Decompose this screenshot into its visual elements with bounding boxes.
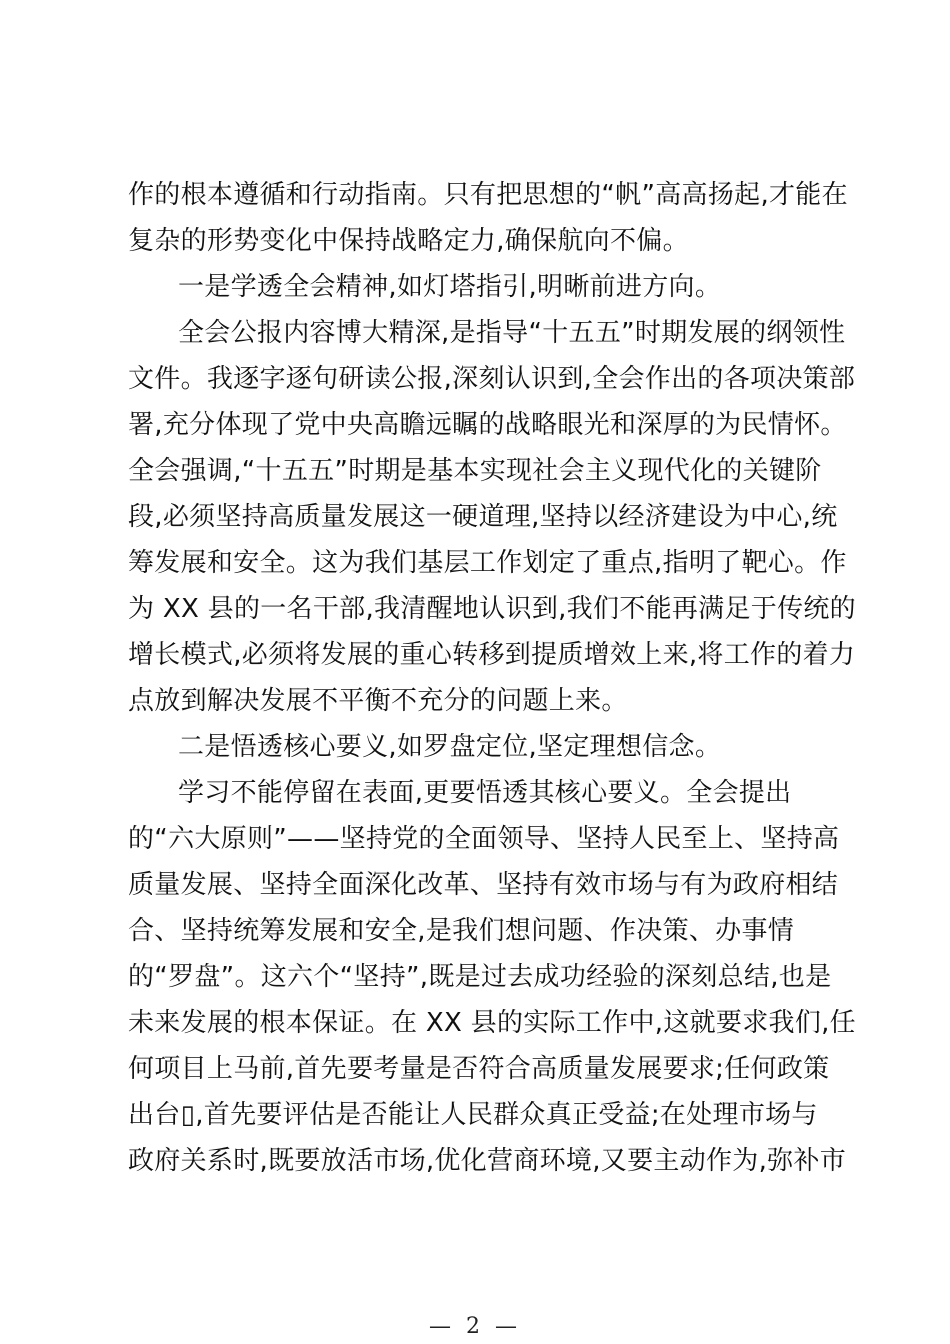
text-line: 段,必须坚持高质量发展这一硬道理,坚持以经济建设为中心,统	[128, 502, 838, 532]
text-line: 学习不能停留在表面,更要悟透其核心要义。全会提出	[178, 778, 792, 808]
text-line: 全会公报内容博大精深,是指导“十五五”时期发展的纲领性	[178, 318, 846, 348]
text-line: 何项目上马前,首先要考量是否符合高质量发展要求;任何政策	[128, 1054, 830, 1084]
text-line: 为 XX 县的一名干部,我清醒地认识到,我们不能再满足于传统的	[128, 594, 856, 624]
document-body	[128, 172, 856, 1184]
text-line: 质量发展、坚持全面深化改革、坚持有效市场与有为政府相结	[128, 870, 839, 900]
text-line: 的“六大原则”——坚持党的全面领导、坚持人民至上、坚持高	[128, 824, 840, 854]
text-line: 政府关系时,既要放活市场,优化营商环境,又要主动作为,弥补市	[128, 1146, 847, 1176]
text-line: 二是悟透核心要义,如罗盘定位,坚定理想信念。	[178, 732, 722, 762]
text-line: 合、坚持统筹发展和安全,是我们想问题、作决策、办事情	[128, 916, 795, 946]
page-number: — 2 —	[429, 1314, 521, 1339]
text-line: 文件。我逐字逐句研读公报,深刻认识到,全会作出的各项决策部	[128, 364, 856, 394]
text-line: 点放到解决发展不平衡不充分的问题上来。	[128, 686, 628, 716]
text-line: 一是学透全会精神,如灯塔指引,明晰前进方向。	[178, 272, 722, 302]
text-line: 未来发展的根本保证。在 XX 县的实际工作中,这就要求我们,任	[128, 1008, 856, 1038]
text-line: 筹发展和安全。这为我们基层工作划定了重点,指明了靶心。作	[128, 548, 847, 578]
text-line: 出台▯,首先要评估是否能让人民群众真正受益;在处理市场与	[128, 1100, 818, 1130]
text-line: 全会强调,“十五五”时期是基本实现社会主义现代化的关键阶	[128, 456, 822, 486]
text-line: 的“罗盘”。这六个“坚持”,既是过去成功经验的深刻总结,也是	[128, 962, 832, 992]
text-line: 增长模式,必须将发展的重心转移到提质增效上来,将工作的着力	[128, 640, 856, 670]
text-line: 复杂的形势变化中保持战略定力,确保航向不偏。	[128, 226, 689, 256]
text-line: 署,充分体现了党中央高瞻远瞩的战略眼光和深厚的为民情怀。	[128, 410, 847, 440]
text-line: 作的根本遵循和行动指南。只有把思想的“帆”高高扬起,才能在	[128, 180, 848, 210]
